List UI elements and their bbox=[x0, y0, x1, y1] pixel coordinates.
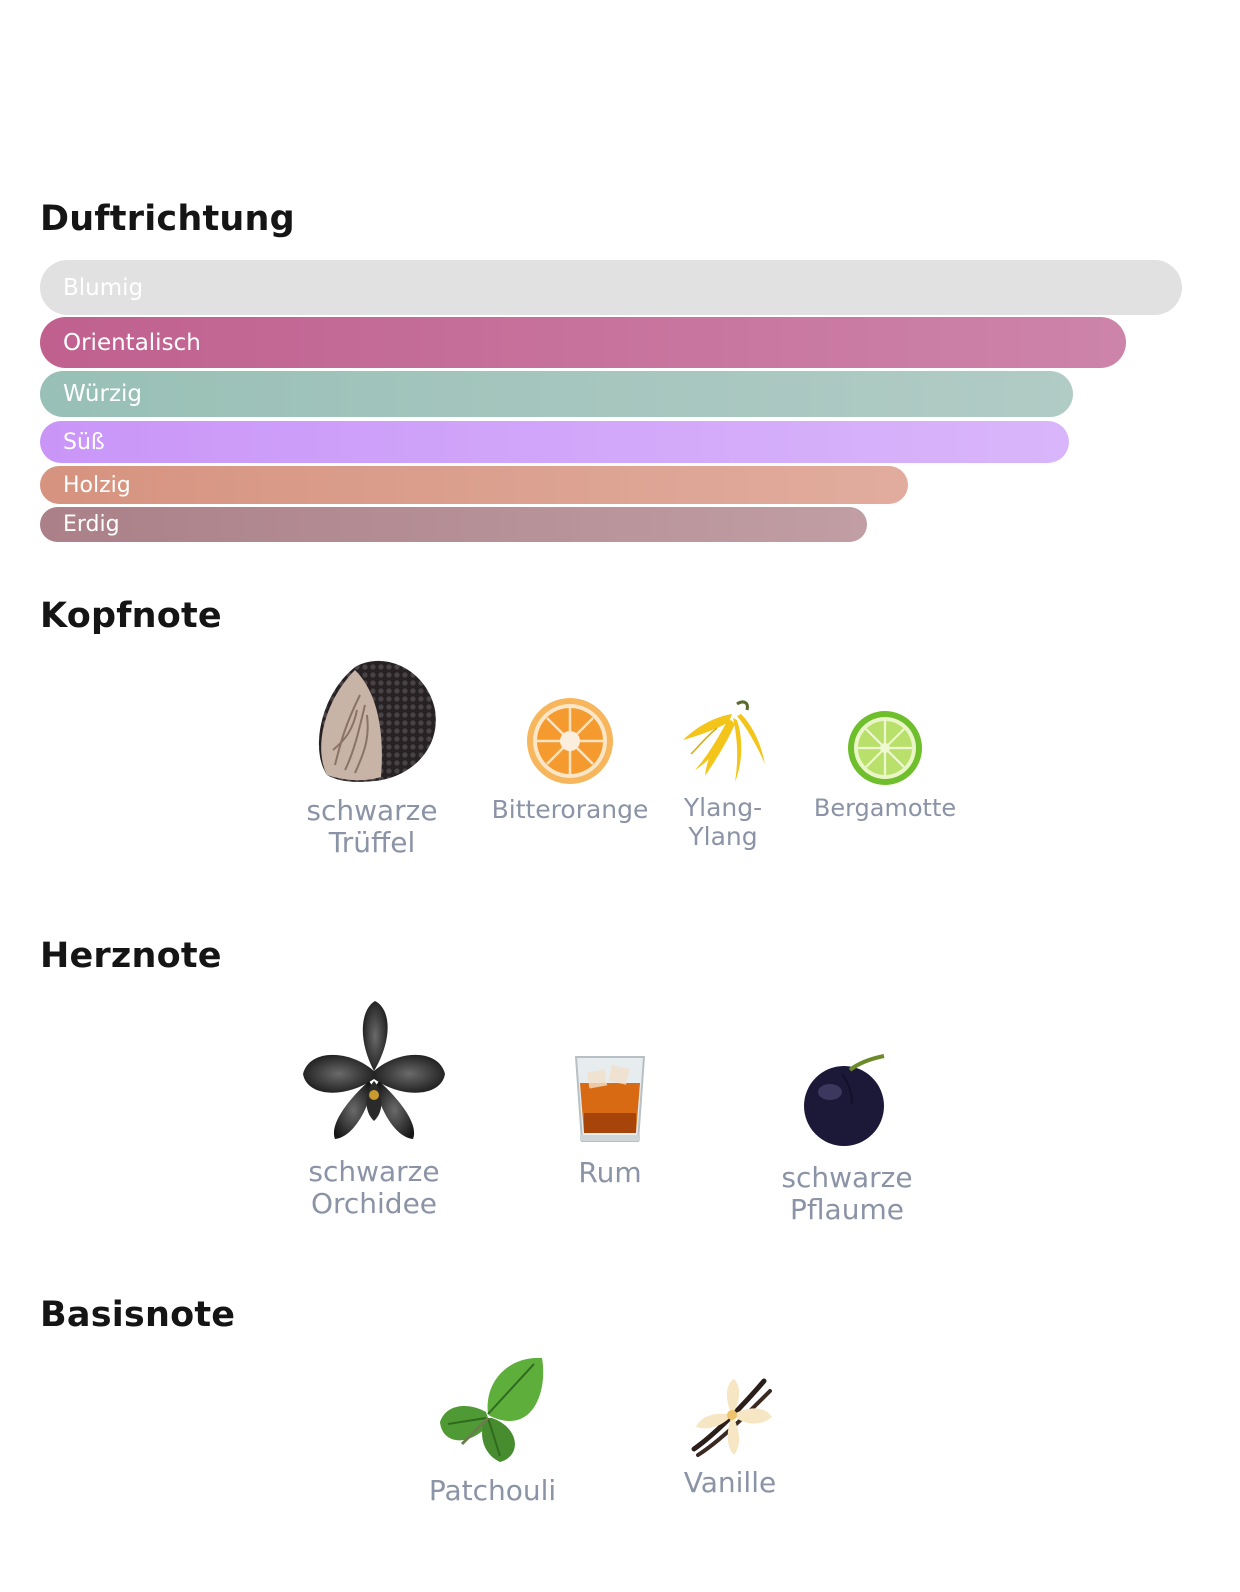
accord-label: Orientalisch bbox=[63, 329, 201, 356]
note-item-patchouli[interactable] bbox=[420, 1352, 565, 1507]
note-label: Ylang bbox=[688, 821, 758, 851]
note-item-vanille[interactable] bbox=[670, 1375, 790, 1499]
vanilla-icon bbox=[684, 1375, 776, 1461]
accord-label: Süß bbox=[63, 429, 105, 455]
accord-bar-holzig bbox=[40, 466, 908, 504]
note-item-bitterorange[interactable] bbox=[485, 696, 655, 825]
accord-bar-erdig bbox=[40, 507, 867, 542]
note-item-schwarze-trueffel[interactable] bbox=[297, 655, 447, 859]
note-label: schwarze bbox=[781, 1161, 913, 1194]
accord-label: Blumig bbox=[63, 274, 144, 301]
accord-bar-orientalisch bbox=[40, 317, 1126, 368]
note-label: schwarze bbox=[306, 794, 438, 827]
accord-bar-blumig bbox=[40, 260, 1182, 315]
accord-bar-wuerzig bbox=[40, 371, 1073, 417]
note-item-bergamotte[interactable] bbox=[810, 708, 960, 823]
note-item-rum[interactable] bbox=[555, 1053, 665, 1189]
section-title-kopfnote: Kopfnote bbox=[40, 596, 222, 636]
note-label: Pflaume bbox=[790, 1193, 904, 1227]
truffle-icon bbox=[305, 655, 439, 785]
section-title-duftrichtung: Duftrichtung bbox=[40, 199, 295, 239]
note-label: Patchouli bbox=[428, 1474, 557, 1507]
note-label: Bitterorange bbox=[491, 795, 649, 824]
ylang-ylang-flower-icon bbox=[677, 696, 769, 788]
accord-label: Würzig bbox=[63, 381, 143, 407]
note-label: Orchidee bbox=[310, 1187, 438, 1221]
orchid-icon bbox=[299, 999, 449, 1144]
note-item-schwarze-pflaume[interactable] bbox=[772, 1052, 922, 1226]
rum-glass-icon bbox=[572, 1053, 648, 1145]
section-title-basisnote: Basisnote bbox=[40, 1295, 236, 1335]
orange-icon bbox=[525, 696, 615, 786]
note-label: schwarze bbox=[308, 1155, 440, 1188]
section-title-herznote: Herznote bbox=[40, 936, 222, 976]
patchouli-leaf-icon bbox=[438, 1352, 548, 1467]
accord-label: Erdig bbox=[63, 512, 120, 537]
accord-label: Holzig bbox=[63, 472, 131, 498]
note-item-schwarze-orchidee[interactable] bbox=[297, 999, 451, 1220]
note-label: Bergamotte bbox=[813, 794, 957, 822]
bergamot-icon bbox=[846, 708, 924, 788]
note-label: Ylang- bbox=[683, 793, 763, 822]
plum-icon bbox=[802, 1052, 892, 1148]
note-label: Rum bbox=[578, 1156, 642, 1189]
note-label: Trüffel bbox=[328, 826, 416, 860]
note-label: Vanille bbox=[683, 1466, 777, 1499]
note-item-ylang-ylang[interactable] bbox=[668, 696, 778, 852]
accord-bar-suess bbox=[40, 421, 1069, 463]
